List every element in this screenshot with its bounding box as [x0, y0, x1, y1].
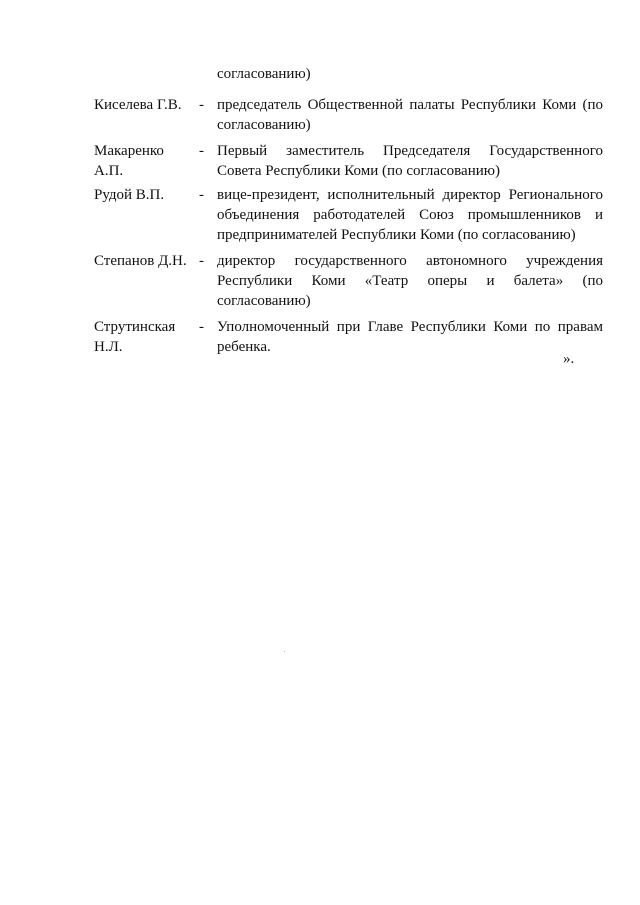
member-dash: - — [199, 319, 204, 335]
member-description: Уполномоченный при Главе Республики Коми по правам ребенка. — [217, 319, 603, 355]
member-name: Киселева Г.В. — [94, 97, 182, 113]
member-description: председатель Общественной палаты Республики Коми (по согласованию) — [217, 97, 603, 133]
continuation-text: согласованию) — [217, 66, 311, 82]
member-name: Струтинская Н.Л. — [94, 319, 176, 355]
member-dash: - — [199, 143, 204, 159]
member-description: директор государственного автономного учреждения Республики Коми «Театр оперы и балета» (по согласованию) — [217, 253, 603, 309]
member-dash: - — [199, 187, 204, 203]
member-name: Макаренко А.П. — [94, 143, 164, 179]
closing-quote: ». — [563, 351, 575, 367]
member-description: Первый заместитель Председателя Государственного Совета Республики Коми (по согласованию) — [217, 143, 603, 179]
member-name: Рудой В.П. — [94, 187, 165, 203]
scan-speck — [284, 651, 285, 652]
member-description: вице-президент, исполнительный директор Регионального объединения работодателей Союз промышленников и предпринимателей Республики Коми (по согласованию) — [217, 187, 603, 243]
member-dash: - — [199, 97, 204, 113]
member-dash: - — [199, 253, 204, 269]
member-name: Степанов Д.Н. — [94, 253, 187, 269]
